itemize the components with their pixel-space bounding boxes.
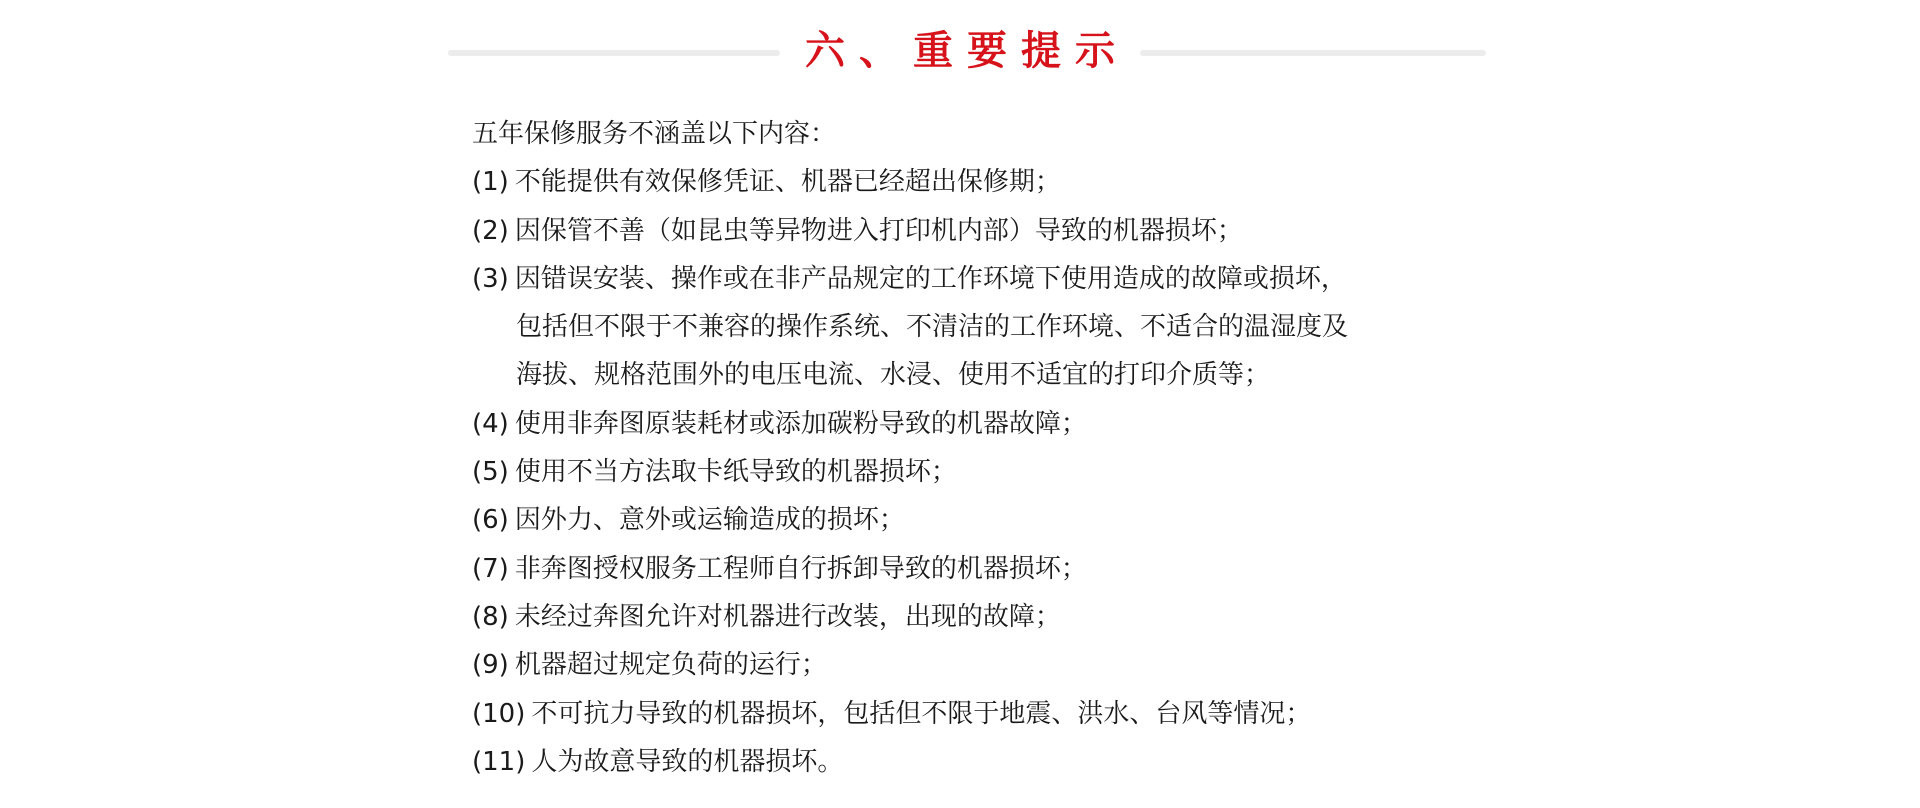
list-item (472, 738, 1482, 786)
item-text: 不可抗力导致的机器损坏，包括但不限于地震、洪水、台风等情况； (531, 698, 1312, 729)
item-text: 非奔图授权服务工程师自行拆卸导致的机器损坏； (514, 553, 1087, 584)
list-item (472, 641, 1482, 689)
list-item (472, 593, 1482, 641)
item-number: (7) (472, 553, 509, 584)
item-text: 因保管不善（如昆虫等异物进入打印机内部）导致的机器损坏； (514, 215, 1243, 246)
header-divider-left (448, 50, 780, 56)
item-number: (8) (472, 601, 509, 632)
item-text: 不能提供有效保修凭证、机器已经超出保修期； (514, 167, 1061, 198)
section-header (0, 22, 1920, 88)
notice-content (472, 110, 1482, 786)
list-item (472, 448, 1482, 496)
list-item-continuation: 海拔、规格范围外的电压电流、水浸、使用不适宜的打印介质等； (516, 360, 1271, 391)
item-number: (3) (472, 263, 509, 294)
item-text: 因外力、意外或运输造成的损坏； (514, 505, 905, 536)
intro-text: 五年保修服务不涵盖以下内容： (472, 119, 837, 149)
item-text: 人为故意导致的机器损坏。 (531, 746, 844, 777)
item-number: (11) (472, 746, 526, 777)
header-divider-right (1140, 50, 1486, 56)
item-number: (6) (472, 505, 509, 536)
item-text: 使用不当方法取卡纸导致的机器损坏； (514, 457, 957, 488)
item-number: (2) (472, 215, 509, 246)
list-item-continuation: 包括但不限于不兼容的操作系统、不清洁的工作环境、不适合的温湿度及 (516, 312, 1349, 343)
item-text: 机器超过规定负荷的运行； (514, 650, 827, 681)
item-number: (4) (472, 408, 509, 439)
list-item (472, 255, 1482, 303)
item-number: (9) (472, 650, 509, 681)
list-item (472, 690, 1482, 738)
list-item (472, 158, 1482, 206)
item-number: (1) (472, 167, 509, 198)
item-text: 因错误安装、操作或在非产品规定的工作环境下使用造成的故障或损坏， (514, 263, 1347, 294)
item-number: (5) (472, 457, 509, 488)
list-item (472, 496, 1482, 544)
item-number: (10) (472, 698, 526, 729)
list-item (472, 545, 1482, 593)
item-text: 未经过奔图允许对机器进行改装，出现的故障； (514, 601, 1061, 632)
section-title: 六、重要提示 (805, 28, 1129, 74)
list-item (472, 400, 1482, 448)
list-item (472, 207, 1482, 255)
item-text: 使用非奔图原装耗材或添加碳粉导致的机器故障； (514, 408, 1087, 439)
